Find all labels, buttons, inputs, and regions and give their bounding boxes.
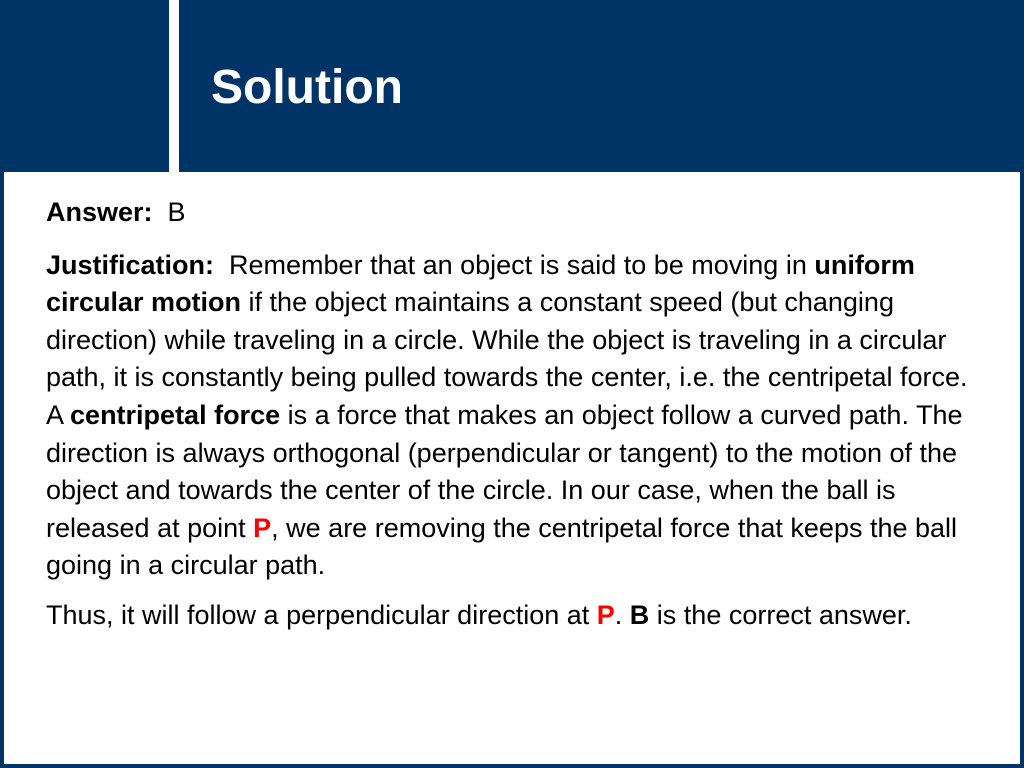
answer-label: Answer: [46,197,153,227]
answer-value: B [167,197,186,227]
conclusion-point-p: P [596,599,615,630]
term-uniform-circular-motion: uniform circular motion [46,249,915,318]
header-divider [169,0,179,172]
justification-text-3: is a force that makes an object follow a curved path. The direction is always orthogonal (perpendicular or tangent) to the motion of the object and towards the center of the circle. In our case, when the ball is released at point [46,399,963,543]
justification-text-4: , we are removing the centripetal force that keeps the ball going in a circular path. [46,512,958,581]
justification-text-1: Remember that an object is said to be moving in [229,249,807,280]
conclusion-answer: B [629,599,650,630]
answer-line [46,194,976,232]
slide-title: Solution [211,61,403,114]
slide-header [0,0,1024,172]
conclusion-text-2: . [614,599,630,630]
conclusion-text-1: Thus, it will follow a perpendicular direction at [46,599,597,630]
content-panel [4,172,1020,764]
point-p-label: P [253,512,272,543]
conclusion-text-3: is the correct answer. [649,599,912,630]
conclusion-paragraph [46,597,976,635]
justification-text-2: if the object maintains a constant speed (but changing direction) while traveling in a circle. While the object is traveling in a circular path, it is constantly being pulled towards the center, i.e. the centripetal force. A [46,287,968,430]
term-centripetal-force: centripetal force [70,399,281,430]
justification-label: Justification: [46,249,215,280]
justification-paragraph [46,247,976,585]
solution-text [46,194,976,635]
